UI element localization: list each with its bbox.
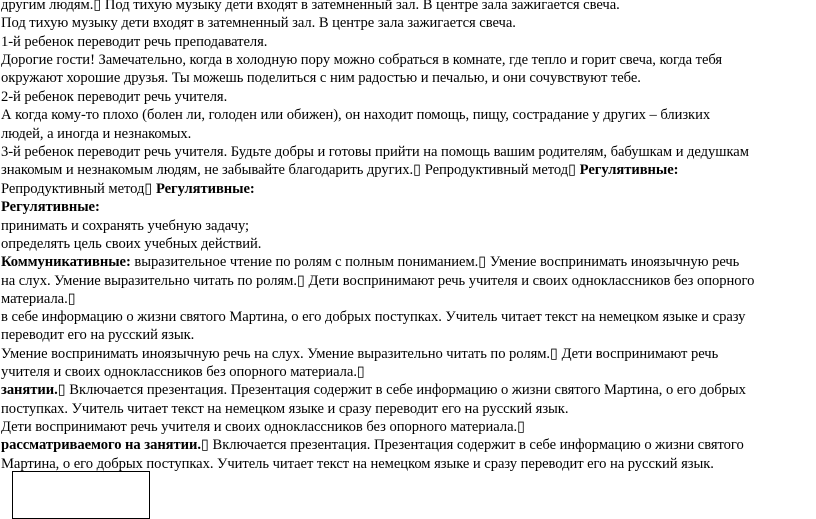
text-line: знакомым и незнакомым людям, не забывайте благодарить других.▯ Репродуктивный метод▯ Регулятивные: <box>1 162 679 178</box>
text-line: принимать и сохранять учебную задачу; <box>1 218 250 234</box>
bold-heading: Регулятивные: <box>579 162 679 178</box>
text-line: 1-й ребенок переводит речь преподавателя. <box>1 34 268 50</box>
text-line: в себе информацию о жизни святого Мартина, о его добрых поступках. Учитель читает текст на немецком языке и сразу <box>1 309 746 325</box>
text-line: занятии.▯ Включается презентация. Презентация содержит в себе информацию о жизни святого Мартина, о его добрых <box>1 382 746 398</box>
text-line: Под тихую музыку дети входят в затемненный зал. В центре зала зажигается свеча. <box>1 15 516 31</box>
text-line: Дети воспринимают речь учителя и своих одноклассников без опорного материала.▯ <box>1 419 526 435</box>
text-line: переводит его на русский язык. <box>1 327 195 343</box>
text-line: 2-й ребенок переводит речь учителя. <box>1 89 228 105</box>
text-line: Мартина, о его добрых поступках. Учитель читает текст на немецком языке и сразу переводит его на русский язык. <box>1 456 714 472</box>
text-line: людей, а иногда и незнакомых. <box>1 126 192 142</box>
text-line: учителя и своих одноклассников без опорного материала.▯ <box>1 364 365 380</box>
text-line: определять цель своих учебных действий. <box>1 236 262 252</box>
text-line: материала.▯ <box>1 291 76 307</box>
text-line: другим людям.▯ Под тихую музыку дети входят в затемненный зал. В центре зала зажигается свеча. <box>1 0 620 13</box>
bold-heading: Регулятивные: <box>155 181 255 197</box>
text-line: Дорогие гости! Замечательно, когда в холодную пору можно собраться в комнате, где тепло и горит свеча, когда тебя <box>1 52 723 68</box>
text-line: окружают хорошие друзья. Ты можешь поделиться с ним радостью и печалью, и они сочувствуют тебе. <box>1 70 641 86</box>
bold-heading: занятии.▯ <box>1 382 66 398</box>
text-line: 3-й ребенок переводит речь учителя. Будьте добры и готовы прийти на помощь вашим родителям, бабушкам и дедушкам <box>1 144 749 160</box>
bold-heading: Коммуникативные: <box>1 254 131 270</box>
text-line <box>1 198 100 216</box>
bold-heading: Регулятивные: <box>1 199 100 215</box>
text-line: Умение воспринимать иноязычную речь на слух. Умение выразительно читать по ролям.▯ Дети воспринимают речь <box>1 346 719 362</box>
text-line: А когда кому-то плохо (болен ли, голоден или обижен), он находит помощь, пищу, сострадание у других – близких <box>1 107 711 123</box>
text-line: Коммуникативные: выразительное чтение по ролям с полным пониманием.▯ Умение воспринимать иноязычную речь <box>1 254 740 270</box>
empty-frame <box>12 471 150 519</box>
text-line: Репродуктивный метод▯ Регулятивные: <box>1 181 255 197</box>
text-line: на слух. Умение выразительно читать по ролям.▯ Дети воспринимают речь учителя и своих одноклассников без опорного <box>1 273 755 289</box>
text-line: поступках. Учитель читает текст на немецком языке и сразу переводит его на русский язык. <box>1 401 569 417</box>
text-line: рассматриваемого на занятии.▯ Включается презентация. Презентация содержит в себе информацию о жизни святого <box>1 437 744 453</box>
bold-heading: рассматриваемого на занятии.▯ <box>1 437 209 453</box>
